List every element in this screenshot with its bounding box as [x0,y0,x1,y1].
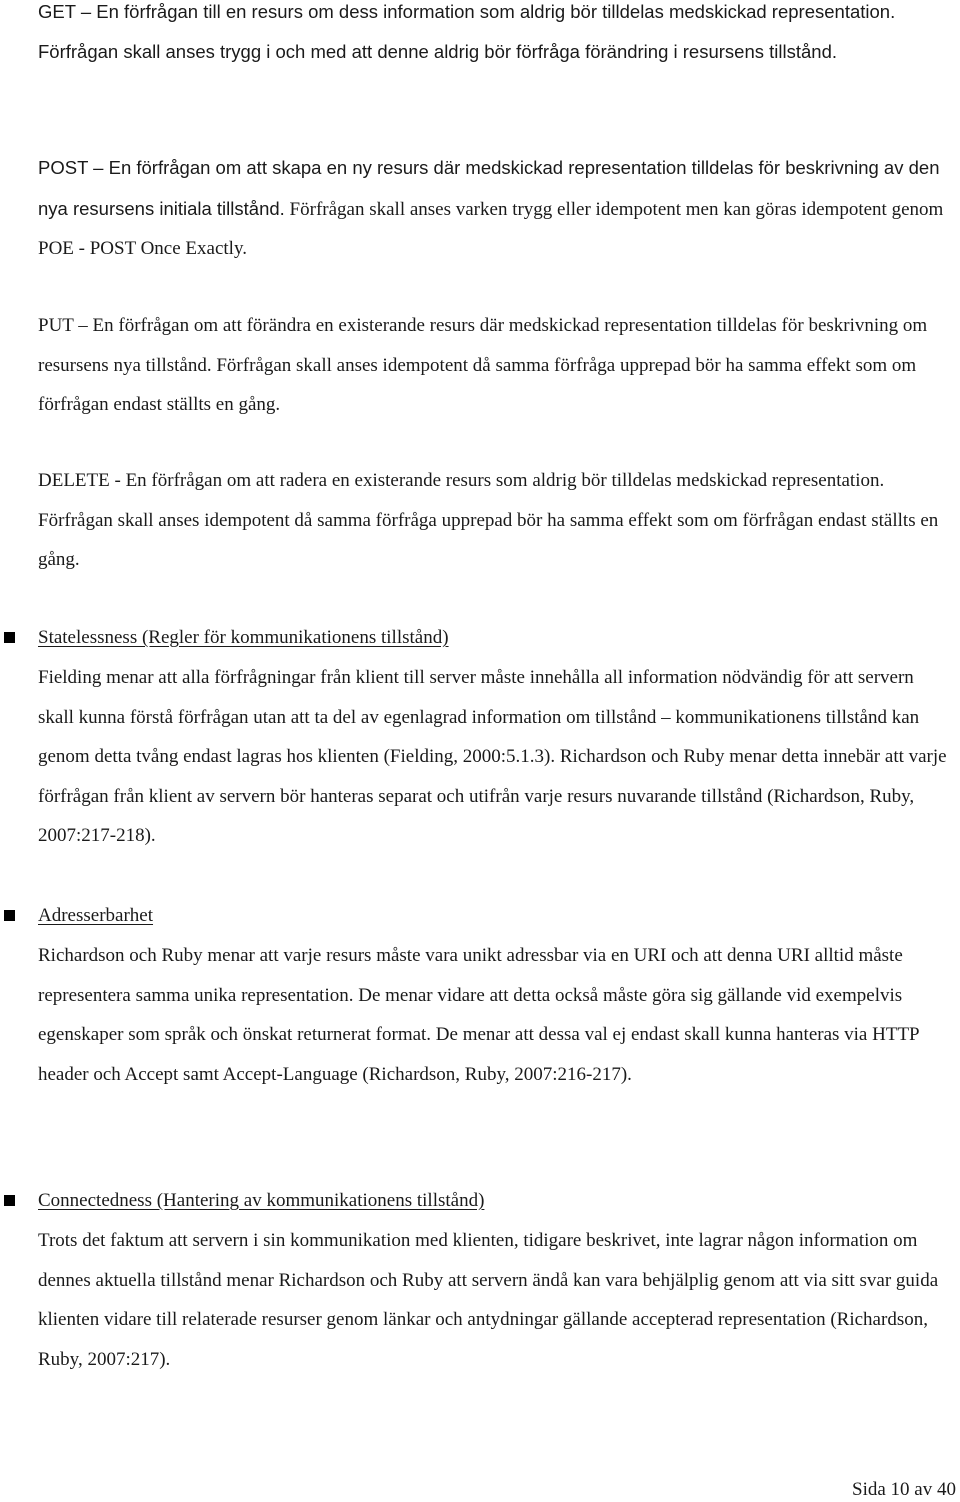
get-method-paragraph: GET – En förfrågan till en resurs om dess information som aldrig bör tilldelas medskickad representation. Förfrågan skall anses trygg i och med att denne aldrig bör förfråga förändring i resursens tillstånd. [38,1,896,62]
statelessness-body: Fielding menar att alla förfrågningar från klient till server måste innehålla all information nödvändig för att servern skall kunna förstå förfrågan utan att ta del av egenlagrad information om tillstånd – kommunikationens tillstånd kan genom detta tvång endast lagras hos klienten (Fielding, 2000:5.1.3). Richardson och Ruby menar detta innebär att varje förfrågan från klient av servern bör hanteras separat och utifrån varje resurs nuvarande tillstånd (Richardson, Ruby, 2007:217-218). [38,667,947,846]
put-method-paragraph: PUT – En förfrågan om att förändra en existerande resurs där medskickad representation tilldelas för beskrivning om resursens nya tillstånd. Förfrågan skall anses idempotent då samma förfråga upprepad bör ha samma effekt som om förfrågan endast ställts en gång. [38,315,928,415]
bullet-square-icon [4,910,15,921]
delete-method-paragraph: DELETE - En förfrågan om att radera en existerande resurs som aldrig bör tilldelas medskickad representation. Förfrågan skall anses idempotent då samma förfråga upprepad bör ha samma effekt som om förfrågan endast ställts en gång. [38,470,939,570]
addressability-heading: Adresserbarhet [38,905,154,926]
statelessness-heading: Statelessness (Regler för kommunikationens tillstånd) [38,627,449,648]
bullet-square-icon [4,632,15,643]
addressability-body: Richardson och Ruby menar att varje resurs måste vara unikt adressbar via en URI och att denna URI alltid måste representera samma unika representation. De menar vidare att detta också måste göra sig gällande vid exempelvis egenskaper som språk och önskat returnerat format. De menar att dessa val ej endast skall kunna hanteras via HTTP header och Accept samt Accept-Language (Richardson, Ruby, 2007:216-217). [38,945,919,1085]
connectedness-heading: Connectedness (Hantering av kommunikationens tillstånd) [38,1190,485,1211]
post-method-text-a: POST – En förfrågan om att skapa en ny resurs där medskickad representation tilldelas för beskrivning av den nya resursens initiala tillstånd. [38,157,940,219]
post-method-text-b: Förfrågan skall anses varken trygg eller idempotent men kan göras idempotent genom POE - POST Once Exactly. [38,198,944,259]
page-number: Sida 10 av 40 [852,1479,956,1500]
post-method-paragraph [38,148,954,269]
bullet-square-icon [4,1195,15,1206]
connectedness-body: Trots det faktum att servern i sin kommunikation med klienten, tidigare beskrivet, inte lagrar någon information om dennes aktuella tillstånd menar Richardson och Ruby att servern ändå kan vara behjälplig genom att via sitt svar guida klienten vidare till relaterade resurser genom länkar och antydningar gällande accepterad representation (Richardson, Ruby, 2007:217). [38,1230,939,1370]
